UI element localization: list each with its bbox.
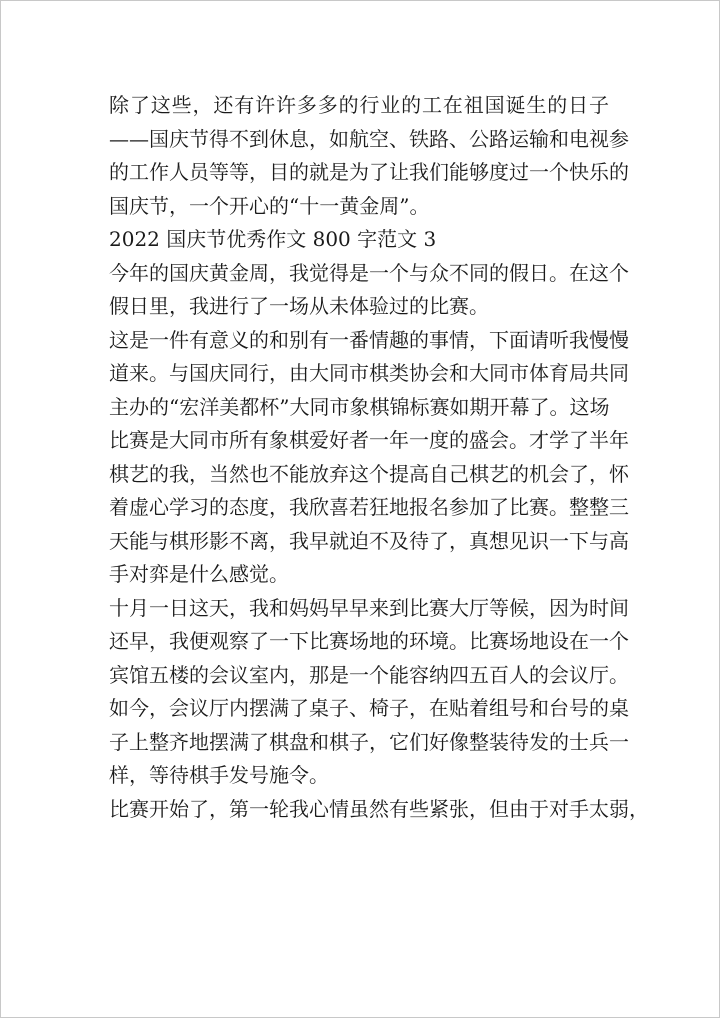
paragraph xyxy=(109,89,629,223)
text-line: 道来。与国庆同行，由大同市棋类协会和大同市体育局共同 xyxy=(109,361,629,385)
text-line: 国庆节，一个开心的“十一黄金周”。 xyxy=(109,193,430,218)
heading-text: 2022 国庆节优秀作文 800 字范文 3 xyxy=(109,227,437,251)
text-line: 如今，会议厅内摆满了桌子、椅子，在贴着组号和台号的桌 xyxy=(109,696,629,720)
text-line: 今年的国庆黄金周，我觉得是一个与众不同的假日。在这个 xyxy=(109,260,629,285)
text-line: 样，等待棋手发号施令。 xyxy=(109,763,329,787)
paragraph xyxy=(109,257,629,324)
text-line: ——国庆节得不到休息，如航空、铁路、公路运输和电视参 xyxy=(109,126,629,151)
text-line: 这是一件有意义的和别有一番情趣的事情，下面请听我慢慢 xyxy=(109,327,629,352)
text-line: 的工作人员等等，目的就是为了让我们能够度过一个快乐的 xyxy=(109,160,629,184)
text-line: 还早，我便观察了一下比赛场地的环境。比赛场地设在一个 xyxy=(109,629,629,653)
paragraph xyxy=(109,324,629,592)
text-line: 手对弈是什么感觉。 xyxy=(109,562,289,586)
section-heading xyxy=(109,223,609,257)
text-line: 主办的“宏洋美都杯”大同市象棋锦标赛如期开幕了。这场 xyxy=(109,394,610,419)
text-line: 比赛是大同市所有象棋爱好者一年一度的盛会。才学了半年 xyxy=(109,428,629,452)
text-line: 假日里，我进行了一场从未体验过的比赛。 xyxy=(109,294,489,318)
text-line: 棋艺的我，当然也不能放弃这个提高自己棋艺的机会了，怀 xyxy=(109,461,629,486)
text-line: 除了这些，还有许许多多的行业的工在祖国诞生的日子 xyxy=(109,93,609,117)
text-line: 比赛开始了，第一轮我心情虽然有些紧张，但由于对手太弱， xyxy=(109,796,649,821)
text-line: 十月一日这天，我和妈妈早早来到比赛大厅等候，因为时间 xyxy=(109,595,629,620)
text-line: 宾馆五楼的会议室内，那是一个能容纳四五百人的会议厅。 xyxy=(109,662,629,687)
text-line: 子上整齐地摆满了棋盘和棋子，它们好像整装待发的士兵一 xyxy=(109,729,629,754)
text-line: 着虚心学习的态度，我欣喜若狂地报名参加了比赛。整整三 xyxy=(109,495,629,519)
text-line: 天能与棋形影不离，我早就迫不及待了，真想见识一下与高 xyxy=(109,528,629,553)
document-body xyxy=(109,89,649,826)
paragraph xyxy=(109,793,649,827)
paragraph xyxy=(109,592,629,793)
